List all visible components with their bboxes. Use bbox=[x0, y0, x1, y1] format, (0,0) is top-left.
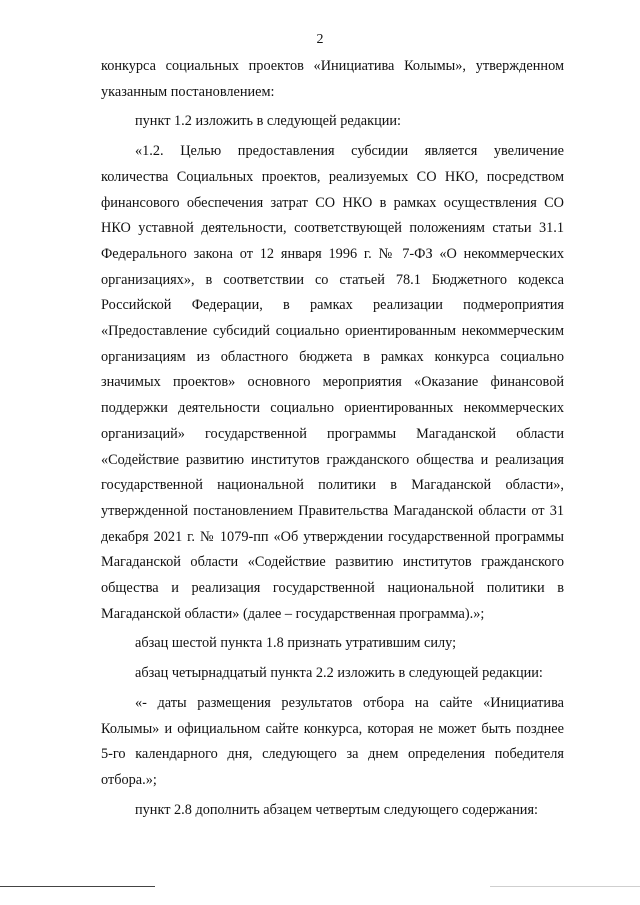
paragraph-point-1-2-instruction: пункт 1.2 изложить в следующей редакции: bbox=[135, 113, 402, 130]
document-body bbox=[101, 54, 564, 823]
paragraph-continuation: конкурса социальных проектов «Инициатива Колымы», утвержденном указанным постановлением: bbox=[101, 58, 564, 100]
paragraph-point-1-2-text: «1.2. Целью предоставления субсидии является увеличение количества Социальных проектов, реализуемых СО НКО, посредством финансового обеспечения затрат СО НКО в рамках осуществления СО НКО уставной деятельности, соответствующей положениям статьи 31.1 Федерального закона от 12 января 1996 г. № 7-ФЗ «О некоммерческих организациях», в соответствии со статьей 78.1 Бюджетного кодекса Российской Федерации, в рамках реализации подмероприятия «Предоставление субсидий социально ориентированным некоммерческим организациям из областного бюджета в рамках конкурса социально значимых проектов» основного мероприятия «Оказание финансовой поддержки деятельности социально ориентированных некоммерческих организаций» государственной программы Магаданской области «Содействие развитию институтов гражданского общества и реализация государственной национальной политики в Магаданской области», утвержденной постановлением Правительства Магаданской области от 31 декабря 2021 г. № 1079-пп «Об утверждении государственной программы Магаданской области «Содействие развитию институтов гражданского общества и реализация государственной национальной политики в Магаданской области» (далее – государственная программа).»; bbox=[101, 143, 564, 622]
footer-divider-right bbox=[490, 886, 640, 887]
page-number: 2 bbox=[316, 32, 324, 47]
paragraph-point-1-8: абзац шестой пункта 1.8 признать утратившим силу; bbox=[135, 635, 457, 652]
paragraph-point-2-2-instruction: абзац четырнадцатый пункта 2.2 изложить в следующей редакции: bbox=[135, 665, 543, 682]
paragraph-point-2-2-text: «- даты размещения результатов отбора на сайте «Инициатива Колымы» и официальном сайте конкурса, которая не может быть позднее 5-го календарного дня, следующего за днем определения победителя отбора.»; bbox=[101, 694, 564, 788]
footer-divider-left bbox=[0, 886, 155, 887]
paragraph-point-2-8: пункт 2.8 дополнить абзацем четвертым следующего содержания: bbox=[135, 801, 538, 818]
